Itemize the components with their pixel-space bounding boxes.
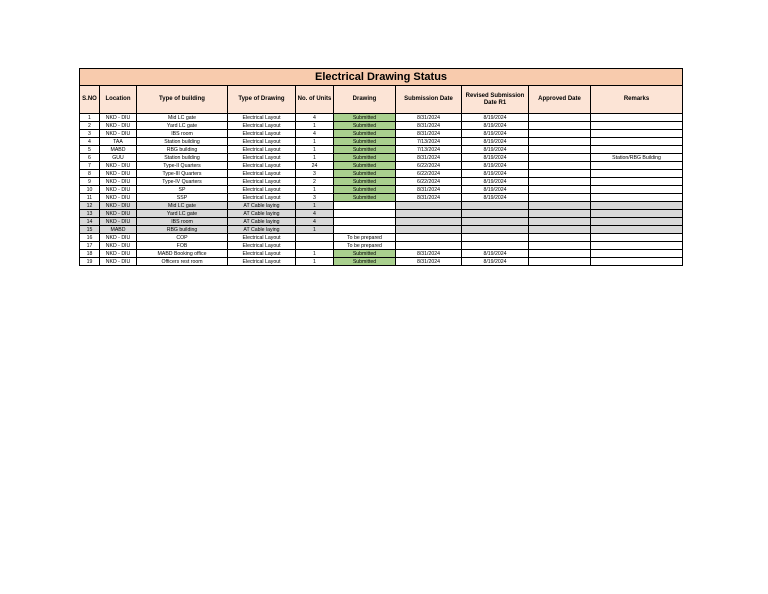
table-row: [80, 258, 683, 266]
table-row: [80, 122, 683, 130]
units-cell[interactable]: 1: [296, 138, 334, 146]
building-cell[interactable]: RBG building: [137, 146, 228, 154]
drawing-type-cell[interactable]: AT Cable laying: [228, 218, 296, 226]
drawing-status-cell[interactable]: Submitted: [334, 250, 396, 258]
building-cell[interactable]: MABD Booking office: [137, 250, 228, 258]
remarks-cell[interactable]: [591, 194, 683, 202]
approved-date-cell[interactable]: [529, 162, 591, 170]
drawing-status-cell[interactable]: Submitted: [334, 258, 396, 266]
remarks-cell[interactable]: [591, 186, 683, 194]
drawing-type-cell[interactable]: Electrical Layout: [228, 146, 296, 154]
remarks-cell[interactable]: Station/RBG Building: [591, 154, 683, 162]
sno-cell[interactable]: 12: [80, 202, 100, 210]
location-cell[interactable]: NKD - DIU: [100, 194, 137, 202]
revised-date-cell[interactable]: [462, 210, 529, 218]
submission-date-cell[interactable]: 8/31/2024: [396, 194, 462, 202]
submission-date-cell[interactable]: [396, 218, 462, 226]
revised-date-cell[interactable]: 8/19/2024: [462, 178, 529, 186]
submission-date-cell[interactable]: 6/22/2024: [396, 170, 462, 178]
remarks-cell[interactable]: [591, 210, 683, 218]
drawing-type-cell[interactable]: Electrical Layout: [228, 178, 296, 186]
submission-date-cell[interactable]: 8/31/2024: [396, 258, 462, 266]
location-cell[interactable]: NKD - DIU: [100, 242, 137, 250]
building-cell[interactable]: Type-III Quarters: [137, 170, 228, 178]
location-cell[interactable]: NKD - DIU: [100, 250, 137, 258]
sno-cell[interactable]: 6: [80, 154, 100, 162]
table-title[interactable]: Electrical Drawing Status: [80, 69, 683, 86]
approved-date-cell[interactable]: [529, 194, 591, 202]
approved-date-cell[interactable]: [529, 226, 591, 234]
revised-date-cell[interactable]: 8/19/2024: [462, 194, 529, 202]
sno-cell[interactable]: 4: [80, 138, 100, 146]
location-cell[interactable]: NKD - DIU: [100, 186, 137, 194]
approved-date-cell[interactable]: [529, 170, 591, 178]
remarks-cell[interactable]: [591, 234, 683, 242]
sno-cell[interactable]: 3: [80, 130, 100, 138]
revised-date-cell[interactable]: 8/19/2024: [462, 258, 529, 266]
location-cell[interactable]: MABD: [100, 146, 137, 154]
drawing-status-cell[interactable]: Submitted: [334, 146, 396, 154]
header-row: [80, 86, 683, 114]
units-cell[interactable]: 4: [296, 130, 334, 138]
location-cell[interactable]: TAA: [100, 138, 137, 146]
approved-date-cell[interactable]: [529, 154, 591, 162]
drawing-status-cell[interactable]: Submitted: [334, 162, 396, 170]
table-row: [80, 130, 683, 138]
units-cell[interactable]: 4: [296, 218, 334, 226]
col-header-drawing[interactable]: Drawing: [334, 86, 396, 114]
approved-date-cell[interactable]: [529, 130, 591, 138]
submission-date-cell[interactable]: 7/13/2024: [396, 146, 462, 154]
units-cell[interactable]: 1: [296, 146, 334, 154]
spreadsheet-page: [79, 68, 682, 266]
approved-date-cell[interactable]: [529, 234, 591, 242]
drawing-status-cell[interactable]: Submitted: [334, 114, 396, 122]
drawing-status-cell[interactable]: Submitted: [334, 186, 396, 194]
table-row: [80, 226, 683, 234]
sno-cell[interactable]: 11: [80, 194, 100, 202]
drawing-status-cell[interactable]: [334, 218, 396, 226]
sno-cell[interactable]: 13: [80, 210, 100, 218]
approved-date-cell[interactable]: [529, 146, 591, 154]
table-row: [80, 162, 683, 170]
revised-date-cell[interactable]: [462, 226, 529, 234]
building-cell[interactable]: SSP: [137, 194, 228, 202]
remarks-cell[interactable]: [591, 170, 683, 178]
drawing-status-cell[interactable]: Submitted: [334, 138, 396, 146]
col-header-revised-submission-date[interactable]: Revised Submission Date R1: [462, 86, 529, 114]
building-cell[interactable]: RBG building: [137, 226, 228, 234]
table-row: [80, 194, 683, 202]
units-cell[interactable]: 1: [296, 202, 334, 210]
table-row: [80, 186, 683, 194]
table-row: [80, 170, 683, 178]
col-header-remarks[interactable]: Remarks: [591, 86, 683, 114]
drawing-type-cell[interactable]: Electrical Layout: [228, 122, 296, 130]
building-cell[interactable]: Type-IV Quarters: [137, 178, 228, 186]
units-cell[interactable]: 3: [296, 194, 334, 202]
submission-date-cell[interactable]: 8/31/2024: [396, 114, 462, 122]
location-cell[interactable]: MABD: [100, 226, 137, 234]
remarks-cell[interactable]: [591, 226, 683, 234]
drawing-status-cell[interactable]: Submitted: [334, 194, 396, 202]
submission-date-cell[interactable]: 8/31/2024: [396, 122, 462, 130]
building-cell[interactable]: SP: [137, 186, 228, 194]
sno-cell[interactable]: 1: [80, 114, 100, 122]
sno-cell[interactable]: 7: [80, 162, 100, 170]
remarks-cell[interactable]: [591, 218, 683, 226]
building-cell[interactable]: Station building: [137, 154, 228, 162]
units-cell[interactable]: 1: [296, 250, 334, 258]
approved-date-cell[interactable]: [529, 114, 591, 122]
remarks-cell[interactable]: [591, 242, 683, 250]
units-cell[interactable]: 1: [296, 154, 334, 162]
drawing-status-cell[interactable]: Submitted: [334, 154, 396, 162]
remarks-cell[interactable]: [591, 162, 683, 170]
remarks-cell[interactable]: [591, 138, 683, 146]
drawing-type-cell[interactable]: Electrical Layout: [228, 162, 296, 170]
submission-date-cell[interactable]: [396, 234, 462, 242]
revised-date-cell[interactable]: 8/19/2024: [462, 162, 529, 170]
sno-cell[interactable]: 2: [80, 122, 100, 130]
approved-date-cell[interactable]: [529, 210, 591, 218]
remarks-cell[interactable]: [591, 122, 683, 130]
table-row: [80, 234, 683, 242]
drawing-status-cell[interactable]: Submitted: [334, 130, 396, 138]
units-cell[interactable]: 1: [296, 122, 334, 130]
col-header-type-of-building[interactable]: Type of building: [137, 86, 228, 114]
units-cell[interactable]: [296, 234, 334, 242]
drawing-type-cell[interactable]: AT Cable laying: [228, 210, 296, 218]
approved-date-cell[interactable]: [529, 138, 591, 146]
table-row: [80, 146, 683, 154]
sno-cell[interactable]: 10: [80, 186, 100, 194]
building-cell[interactable]: IBS room: [137, 218, 228, 226]
units-cell[interactable]: 2: [296, 178, 334, 186]
drawing-type-cell[interactable]: Electrical Layout: [228, 234, 296, 242]
table-row: [80, 250, 683, 258]
location-cell[interactable]: GUU: [100, 154, 137, 162]
building-cell[interactable]: COP: [137, 234, 228, 242]
submission-date-cell[interactable]: 8/31/2024: [396, 250, 462, 258]
sno-cell[interactable]: 16: [80, 234, 100, 242]
submission-date-cell[interactable]: 7/13/2024: [396, 138, 462, 146]
location-cell[interactable]: NKD - DIU: [100, 218, 137, 226]
units-cell[interactable]: 1: [296, 186, 334, 194]
drawing-status-cell[interactable]: Submitted: [334, 178, 396, 186]
drawing-status-cell[interactable]: Submitted: [334, 170, 396, 178]
drawing-status-cell[interactable]: [334, 202, 396, 210]
drawing-type-cell[interactable]: Electrical Layout: [228, 170, 296, 178]
location-cell[interactable]: NKD - DIU: [100, 122, 137, 130]
units-cell[interactable]: 4: [296, 210, 334, 218]
submission-date-cell[interactable]: 8/31/2024: [396, 186, 462, 194]
approved-date-cell[interactable]: [529, 258, 591, 266]
table-row: [80, 138, 683, 146]
revised-date-cell[interactable]: [462, 234, 529, 242]
drawing-type-cell[interactable]: AT Cable laying: [228, 226, 296, 234]
remarks-cell[interactable]: [591, 202, 683, 210]
location-cell[interactable]: NKD - DIU: [100, 114, 137, 122]
table-row: [80, 218, 683, 226]
building-cell[interactable]: Mid LC gate: [137, 114, 228, 122]
drawing-status-cell[interactable]: Submitted: [334, 122, 396, 130]
submission-date-cell[interactable]: 8/31/2024: [396, 154, 462, 162]
building-cell[interactable]: Yard LC gate: [137, 122, 228, 130]
approved-date-cell[interactable]: [529, 242, 591, 250]
approved-date-cell[interactable]: [529, 178, 591, 186]
revised-date-cell[interactable]: 8/19/2024: [462, 250, 529, 258]
units-cell[interactable]: [296, 242, 334, 250]
revised-date-cell[interactable]: 8/19/2024: [462, 114, 529, 122]
drawing-status-cell[interactable]: To be prepared: [334, 242, 396, 250]
location-cell[interactable]: NKD - DIU: [100, 234, 137, 242]
table-row: [80, 202, 683, 210]
submission-date-cell[interactable]: 6/22/2024: [396, 178, 462, 186]
drawing-type-cell[interactable]: Electrical Layout: [228, 186, 296, 194]
units-cell[interactable]: 3: [296, 170, 334, 178]
location-cell[interactable]: NKD - DIU: [100, 162, 137, 170]
sno-cell[interactable]: 14: [80, 218, 100, 226]
submission-date-cell[interactable]: [396, 226, 462, 234]
approved-date-cell[interactable]: [529, 186, 591, 194]
sno-cell[interactable]: 15: [80, 226, 100, 234]
approved-date-cell[interactable]: [529, 122, 591, 130]
drawing-type-cell[interactable]: Electrical Layout: [228, 194, 296, 202]
col-header-approved-date[interactable]: Approved Date: [529, 86, 591, 114]
revised-date-cell[interactable]: [462, 202, 529, 210]
remarks-cell[interactable]: [591, 130, 683, 138]
location-cell[interactable]: NKD - DIU: [100, 210, 137, 218]
drawing-type-cell[interactable]: Electrical Layout: [228, 114, 296, 122]
sno-cell[interactable]: 5: [80, 146, 100, 154]
submission-date-cell[interactable]: [396, 242, 462, 250]
approved-date-cell[interactable]: [529, 218, 591, 226]
sno-cell[interactable]: 8: [80, 170, 100, 178]
table-row: [80, 178, 683, 186]
remarks-cell[interactable]: [591, 146, 683, 154]
approved-date-cell[interactable]: [529, 202, 591, 210]
table-row: [80, 114, 683, 122]
remarks-cell[interactable]: [591, 250, 683, 258]
revised-date-cell[interactable]: [462, 242, 529, 250]
drawing-type-cell[interactable]: Electrical Layout: [228, 154, 296, 162]
submission-date-cell[interactable]: [396, 210, 462, 218]
col-header-no-of-units[interactable]: No. of Units: [296, 86, 334, 114]
table-row: [80, 242, 683, 250]
building-cell[interactable]: Officers rest room: [137, 258, 228, 266]
revised-date-cell[interactable]: 8/19/2024: [462, 186, 529, 194]
drawing-type-cell[interactable]: AT Cable laying: [228, 202, 296, 210]
units-cell[interactable]: 1: [296, 258, 334, 266]
location-cell[interactable]: NKD - DIU: [100, 258, 137, 266]
units-cell[interactable]: 24: [296, 162, 334, 170]
building-cell[interactable]: IBS room: [137, 130, 228, 138]
remarks-cell[interactable]: [591, 258, 683, 266]
drawing-status-cell[interactable]: [334, 210, 396, 218]
units-cell[interactable]: 1: [296, 226, 334, 234]
location-cell[interactable]: NKD - DIU: [100, 178, 137, 186]
submission-date-cell[interactable]: 6/22/2024: [396, 162, 462, 170]
revised-date-cell[interactable]: 8/19/2024: [462, 138, 529, 146]
col-header-location[interactable]: Location: [100, 86, 137, 114]
drawing-type-cell[interactable]: Electrical Layout: [228, 242, 296, 250]
revised-date-cell[interactable]: 8/19/2024: [462, 122, 529, 130]
building-cell[interactable]: FOB: [137, 242, 228, 250]
drawing-status-cell[interactable]: [334, 226, 396, 234]
revised-date-cell[interactable]: 8/19/2024: [462, 170, 529, 178]
drawing-type-cell[interactable]: Electrical Layout: [228, 250, 296, 258]
location-cell[interactable]: NKD - DIU: [100, 202, 137, 210]
remarks-cell[interactable]: [591, 178, 683, 186]
location-cell[interactable]: NKD - DIU: [100, 170, 137, 178]
location-cell[interactable]: NKD - DIU: [100, 130, 137, 138]
drawing-status-table: [79, 68, 683, 266]
sno-cell[interactable]: 17: [80, 242, 100, 250]
drawing-type-cell[interactable]: Electrical Layout: [228, 130, 296, 138]
table-row: [80, 210, 683, 218]
approved-date-cell[interactable]: [529, 250, 591, 258]
revised-date-cell[interactable]: [462, 218, 529, 226]
revised-date-cell[interactable]: 8/19/2024: [462, 146, 529, 154]
table-row: [80, 154, 683, 162]
sno-cell[interactable]: 19: [80, 258, 100, 266]
col-header-submission-date[interactable]: Submission Date: [396, 86, 462, 114]
building-cell[interactable]: Type-II Quarters: [137, 162, 228, 170]
sno-cell[interactable]: 18: [80, 250, 100, 258]
submission-date-cell[interactable]: [396, 202, 462, 210]
drawing-status-cell[interactable]: To be prepared: [334, 234, 396, 242]
drawing-type-cell[interactable]: Electrical Layout: [228, 138, 296, 146]
col-header-type-of-drawing[interactable]: Type of Drawing: [228, 86, 296, 114]
submission-date-cell[interactable]: 8/31/2024: [396, 130, 462, 138]
units-cell[interactable]: 4: [296, 114, 334, 122]
sno-cell[interactable]: 9: [80, 178, 100, 186]
col-header-sno[interactable]: S.NO: [80, 86, 100, 114]
table-body: [80, 114, 683, 266]
drawing-type-cell[interactable]: Electrical Layout: [228, 258, 296, 266]
revised-date-cell[interactable]: 8/19/2024: [462, 154, 529, 162]
building-cell[interactable]: Mid LC gate: [137, 202, 228, 210]
building-cell[interactable]: Yard LC gate: [137, 210, 228, 218]
revised-date-cell[interactable]: 8/19/2024: [462, 130, 529, 138]
building-cell[interactable]: Station building: [137, 138, 228, 146]
remarks-cell[interactable]: [591, 114, 683, 122]
